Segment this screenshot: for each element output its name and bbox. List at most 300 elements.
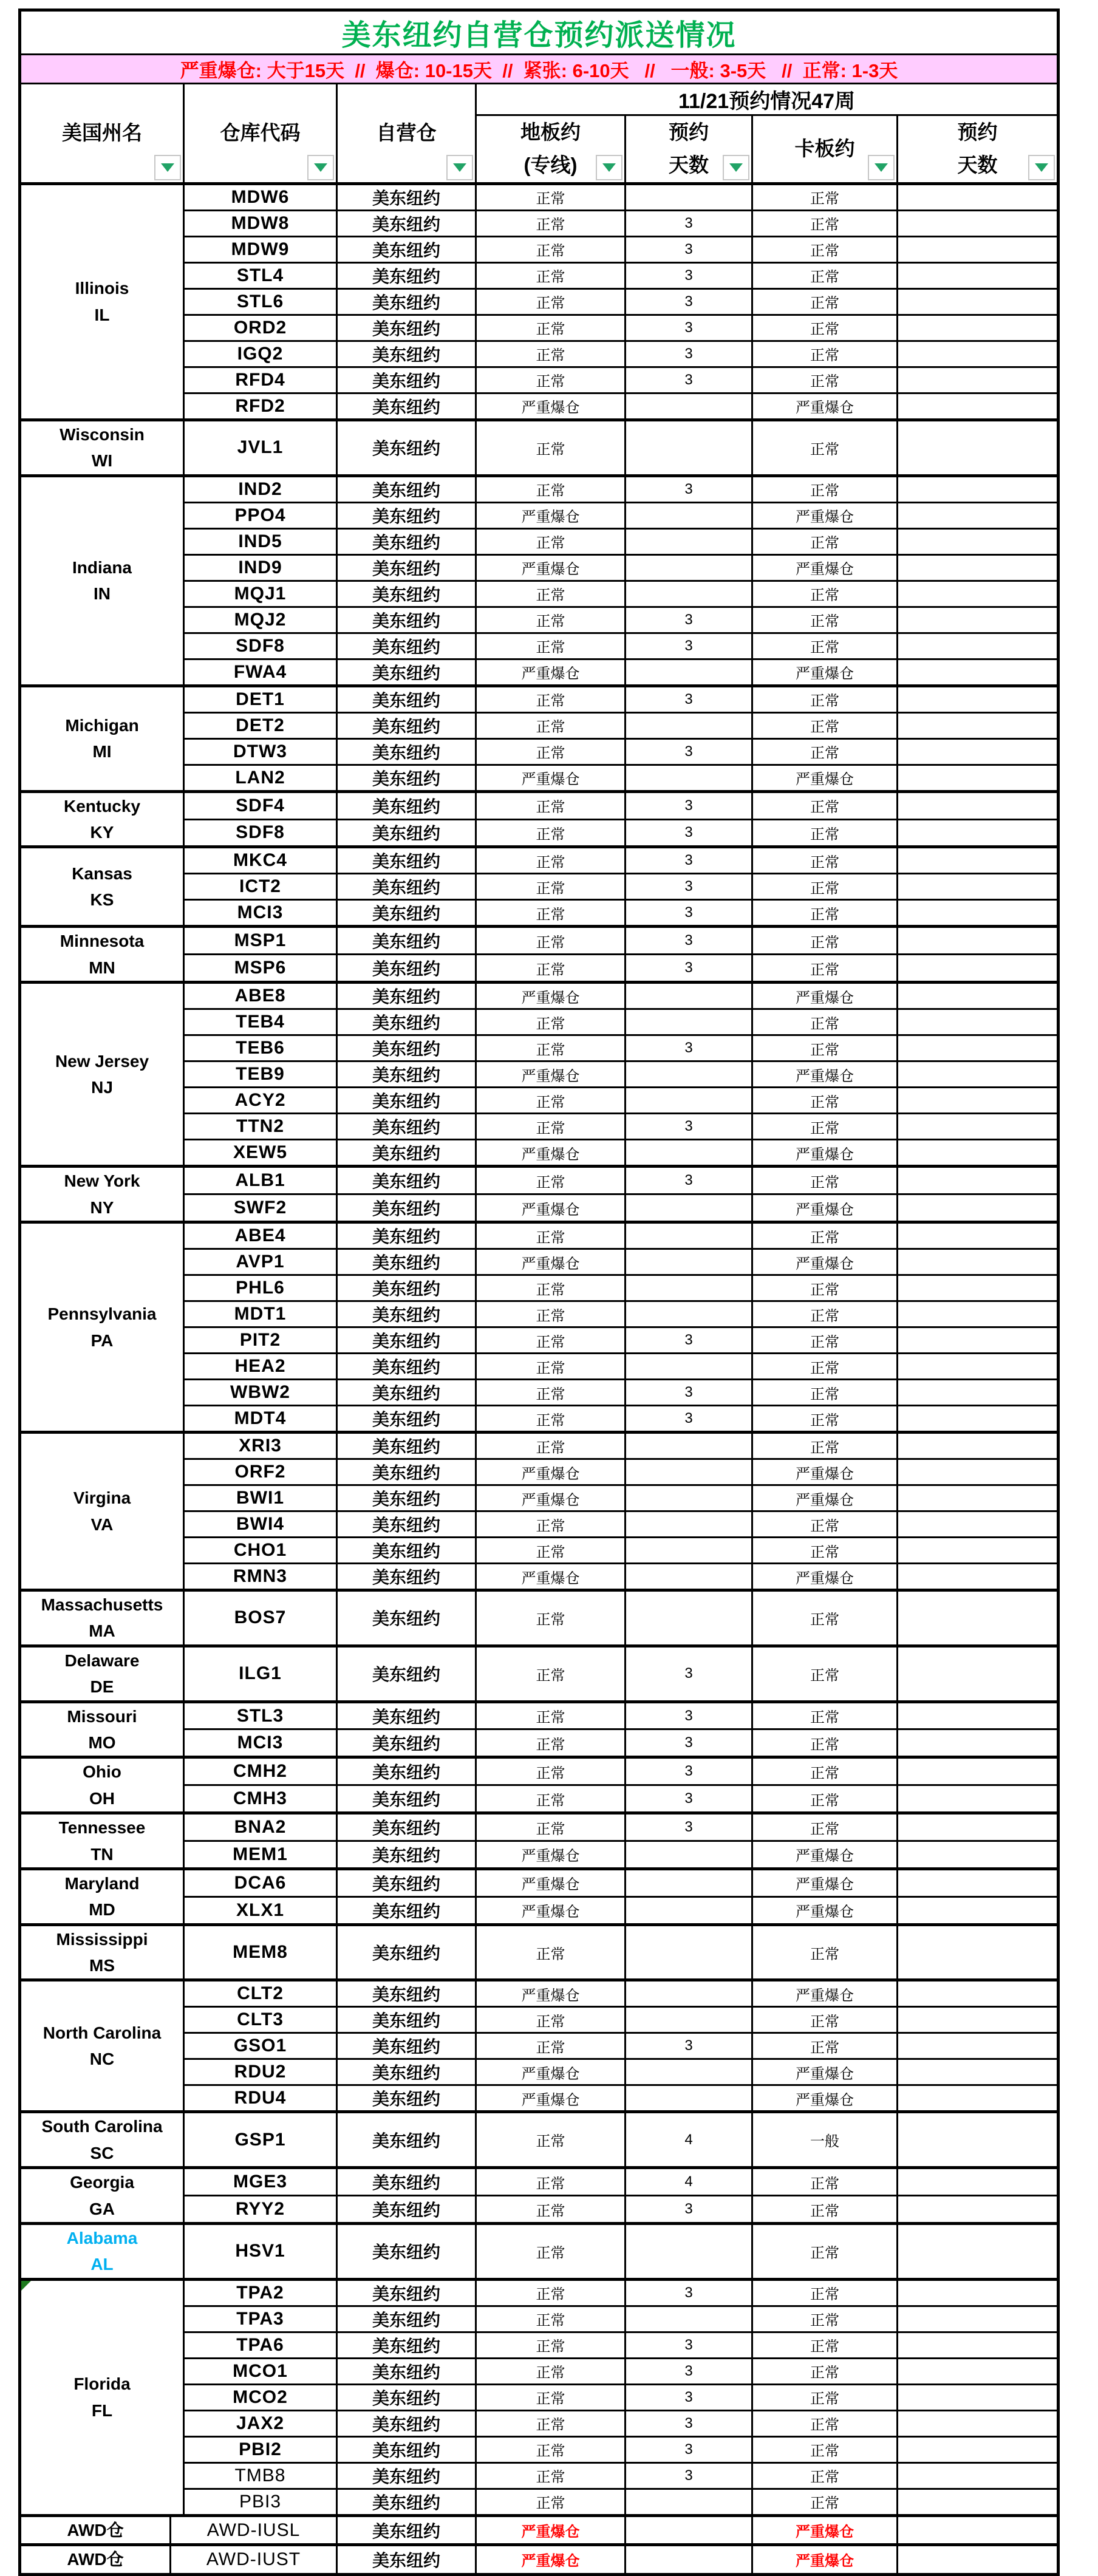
warehouse-code-cell: RFD2 xyxy=(184,393,337,420)
pallet-appointment-days-cell xyxy=(898,1167,1059,1194)
state-name: Mississippi xyxy=(56,1929,148,1949)
table-row xyxy=(20,1813,1059,1841)
floor-appointment-status-cell: 正常 xyxy=(476,2168,626,2196)
floor-appointment-status-cell: 严重爆仓 xyxy=(476,1980,626,2007)
state-cell xyxy=(20,420,184,475)
warehouse-code-cell: ORD2 xyxy=(184,315,337,341)
pallet-appointment-days-cell xyxy=(898,581,1059,607)
warehouse-code-cell: HEA2 xyxy=(184,1354,337,1380)
floor-appointment-days-cell xyxy=(626,2489,752,2515)
floor-appointment-status-cell: 正常 xyxy=(476,1222,626,1249)
pallet-appointment-days-cell xyxy=(898,2306,1059,2332)
table-row xyxy=(20,1980,1059,2007)
operator-warehouse-cell: 美东纽约 xyxy=(337,765,476,791)
operator-warehouse-cell: 美东纽约 xyxy=(337,2436,476,2462)
filter-dropdown-button[interactable] xyxy=(154,155,181,180)
warehouse-code-cell: CLT3 xyxy=(184,2007,337,2033)
warehouse-code-cell: RFD4 xyxy=(184,367,337,393)
state-abbr: MA xyxy=(89,1621,115,1641)
operator-warehouse-cell: 美东纽约 xyxy=(337,2545,476,2574)
warehouse-code-cell: BNA2 xyxy=(184,1813,337,1841)
header-code-column xyxy=(184,84,337,184)
table-row xyxy=(20,1590,1059,1646)
operator-warehouse-cell: 美东纽约 xyxy=(337,2279,476,2306)
table-row xyxy=(20,1757,1059,1785)
pallet-appointment-days-cell xyxy=(898,1785,1059,1813)
filter-dropdown-button[interactable] xyxy=(596,155,622,180)
warehouse-code-cell: IND2 xyxy=(184,475,337,502)
filter-dropdown-button[interactable] xyxy=(723,155,749,180)
warehouse-code-cell: MCI3 xyxy=(184,1729,337,1757)
floor-appointment-status-cell: 正常 xyxy=(476,581,626,607)
operator-warehouse-cell: 美东纽约 xyxy=(337,1869,476,1896)
floor-appointment-days-cell: 4 xyxy=(626,2112,752,2168)
floor-appointment-days-cell xyxy=(626,1564,752,1590)
pallet-appointment-status-cell: 正常 xyxy=(752,2436,898,2462)
operator-warehouse-cell: 美东纽约 xyxy=(337,2033,476,2059)
warehouse-code-cell: DET2 xyxy=(184,712,337,738)
floor-appointment-days-cell: 3 xyxy=(626,2358,752,2384)
operator-warehouse-cell: 美东纽约 xyxy=(337,1140,476,1167)
operator-warehouse-cell: 美东纽约 xyxy=(337,341,476,367)
pallet-appointment-status-cell: 正常 xyxy=(752,1511,898,1538)
floor-appointment-status-cell: 正常 xyxy=(476,288,626,315)
warehouse-code-cell: PHL6 xyxy=(184,1275,337,1301)
floor-appointment-days-cell xyxy=(626,554,752,581)
pallet-appointment-status-cell: 正常 xyxy=(752,2384,898,2410)
state-cell xyxy=(20,1646,184,1702)
floor-appointment-status-cell: 严重爆仓 xyxy=(476,1194,626,1222)
state-name: South Carolina xyxy=(41,2117,163,2136)
floor-appointment-status-cell: 正常 xyxy=(476,791,626,819)
floor-appointment-status-cell: 正常 xyxy=(476,607,626,633)
floor-appointment-status-cell: 正常 xyxy=(476,2196,626,2224)
pallet-appointment-status-cell: 严重爆仓 xyxy=(752,1841,898,1869)
state-abbr: OH xyxy=(89,1788,115,1808)
warehouse-code-cell: TEB6 xyxy=(184,1035,337,1061)
floor-appointment-days-cell: 3 xyxy=(626,927,752,955)
pallet-appointment-days-cell xyxy=(898,2410,1059,2436)
warehouse-code-cell: ORF2 xyxy=(184,1459,337,1485)
pallet-appointment-days-cell xyxy=(898,1702,1059,1729)
state-name: Indiana xyxy=(72,557,132,577)
warehouse-code-cell: MCO2 xyxy=(184,2384,337,2410)
floor-appointment-days-cell xyxy=(626,1896,752,1924)
operator-warehouse-cell: 美东纽约 xyxy=(337,502,476,528)
pallet-appointment-status-cell: 严重爆仓 xyxy=(752,393,898,420)
warehouse-code-cell: BWI4 xyxy=(184,1511,337,1538)
state-name: Pennsylvania xyxy=(47,1304,157,1324)
pallet-appointment-status-cell: 严重爆仓 xyxy=(752,659,898,686)
floor-appointment-days-cell: 3 xyxy=(626,900,752,927)
pallet-appointment-status-cell: 正常 xyxy=(752,1785,898,1813)
operator-warehouse-cell: 美东纽约 xyxy=(337,2410,476,2436)
pallet-appointment-status-cell: 严重爆仓 xyxy=(752,2085,898,2112)
floor-appointment-status-cell: 正常 xyxy=(476,2279,626,2306)
floor-appointment-days-cell xyxy=(626,1538,752,1564)
floor-appointment-status-cell: 正常 xyxy=(476,367,626,393)
warehouse-code-cell: BWI1 xyxy=(184,1485,337,1511)
operator-warehouse-cell: 美东纽约 xyxy=(337,983,476,1009)
pallet-appointment-days-cell xyxy=(898,659,1059,686)
operator-warehouse-cell: 美东纽约 xyxy=(337,847,476,874)
state-name: AWD仓 xyxy=(67,2550,124,2569)
pallet-appointment-days-cell xyxy=(898,367,1059,393)
filter-arrow-icon xyxy=(602,163,616,172)
warehouse-code-cell: RMN3 xyxy=(184,1564,337,1590)
operator-warehouse-cell: 美东纽约 xyxy=(337,1380,476,1406)
pallet-appointment-status-cell: 正常 xyxy=(752,607,898,633)
pallet-appointment-days-cell xyxy=(898,1511,1059,1538)
operator-warehouse-cell: 美东纽约 xyxy=(337,1702,476,1729)
header-days-label-line1: 预约 xyxy=(669,121,709,143)
table-row xyxy=(20,2112,1059,2168)
pallet-appointment-status-cell: 正常 xyxy=(752,819,898,847)
state-abbr: IL xyxy=(94,305,110,324)
pallet-appointment-days-cell xyxy=(898,1035,1059,1061)
floor-appointment-status-cell: 正常 xyxy=(476,738,626,765)
floor-appointment-status-cell: 正常 xyxy=(476,2489,626,2515)
floor-appointment-status-cell: 正常 xyxy=(476,210,626,236)
floor-appointment-status-cell: 正常 xyxy=(476,183,626,210)
state-cell xyxy=(20,183,184,420)
warehouse-code-cell: BOS7 xyxy=(184,1590,337,1646)
operator-warehouse-cell: 美东纽约 xyxy=(337,1222,476,1249)
pallet-appointment-status-cell: 正常 xyxy=(752,791,898,819)
state-name: New York xyxy=(64,1171,140,1191)
floor-appointment-status-cell: 正常 xyxy=(476,2436,626,2462)
warehouse-code-cell: MDW9 xyxy=(184,236,337,262)
page-title: 美东纽约自营仓预约派送情况 xyxy=(20,10,1059,55)
pallet-appointment-status-cell: 正常 xyxy=(752,210,898,236)
warehouse-code-cell: CLT2 xyxy=(184,1980,337,2007)
floor-appointment-status-cell: 正常 xyxy=(476,2462,626,2489)
warehouse-code-cell: SDF4 xyxy=(184,791,337,819)
header-pallet-column xyxy=(752,115,898,184)
state-name: Illinois xyxy=(75,279,129,298)
filter-dropdown-button[interactable] xyxy=(868,155,895,180)
state-cell xyxy=(20,1869,184,1924)
floor-appointment-days-cell: 3 xyxy=(626,367,752,393)
state-cell xyxy=(20,2224,184,2280)
warehouse-code-cell: TEB9 xyxy=(184,1061,337,1088)
pallet-appointment-days-cell xyxy=(898,1590,1059,1646)
pallet-appointment-days-cell xyxy=(898,686,1059,712)
pallet-appointment-status-cell: 正常 xyxy=(752,1222,898,1249)
pallet-appointment-days-cell xyxy=(898,420,1059,475)
warehouse-code-cell: HSV1 xyxy=(184,2224,337,2280)
table-row xyxy=(20,2515,1059,2544)
warehouse-code-cell: TTN2 xyxy=(184,1114,337,1140)
header-floor-label-line2: (专线) xyxy=(523,154,578,177)
state-cell xyxy=(20,927,184,983)
floor-appointment-status-cell: 正常 xyxy=(476,686,626,712)
floor-appointment-status-cell: 正常 xyxy=(476,1327,626,1354)
table-row xyxy=(20,183,1059,210)
operator-warehouse-cell: 美东纽约 xyxy=(337,2168,476,2196)
pallet-appointment-days-cell xyxy=(898,1980,1059,2007)
table-row xyxy=(20,1433,1059,1459)
floor-appointment-days-cell: 3 xyxy=(626,1729,752,1757)
floor-appointment-days-cell: 3 xyxy=(626,2384,752,2410)
floor-appointment-status-cell: 正常 xyxy=(476,1380,626,1406)
floor-appointment-days-cell: 3 xyxy=(626,1813,752,1841)
warehouse-code-cell: SWF2 xyxy=(184,1194,337,1222)
floor-appointment-days-cell xyxy=(626,1869,752,1896)
warehouse-code-cell: TPA2 xyxy=(184,2279,337,2306)
state-name: Georgia xyxy=(70,2173,134,2192)
floor-appointment-days-cell: 3 xyxy=(626,738,752,765)
floor-appointment-status-cell: 严重爆仓 xyxy=(476,1869,626,1896)
operator-warehouse-cell: 美东纽约 xyxy=(337,2358,476,2384)
warehouse-code-cell: SDF8 xyxy=(184,633,337,659)
warehouse-code-cell: TPA6 xyxy=(184,2332,337,2358)
operator-warehouse-cell: 美东纽约 xyxy=(337,1564,476,1590)
floor-appointment-days-cell xyxy=(626,1249,752,1275)
floor-appointment-status-cell: 严重爆仓 xyxy=(476,1140,626,1167)
pallet-appointment-days-cell xyxy=(898,210,1059,236)
state-abbr: VA xyxy=(90,1515,114,1534)
warehouse-code-cell: MQJ1 xyxy=(184,581,337,607)
pallet-appointment-days-cell xyxy=(898,2436,1059,2462)
pallet-appointment-days-cell xyxy=(898,2462,1059,2489)
floor-appointment-status-cell: 正常 xyxy=(476,1646,626,1702)
operator-warehouse-cell: 美东纽约 xyxy=(337,1511,476,1538)
pallet-appointment-status-cell: 严重爆仓 xyxy=(752,2515,898,2544)
pallet-appointment-status-cell: 正常 xyxy=(752,2007,898,2033)
warehouse-code-cell: JAX2 xyxy=(184,2410,337,2436)
spreadsheet-page xyxy=(0,9,1098,2570)
state-abbr: KY xyxy=(90,823,114,842)
state-abbr: MO xyxy=(88,1733,116,1752)
floor-appointment-days-cell xyxy=(626,2515,752,2544)
operator-warehouse-cell: 美东纽约 xyxy=(337,1646,476,1702)
floor-appointment-status-cell: 正常 xyxy=(476,1275,626,1301)
pallet-appointment-days-cell xyxy=(898,1222,1059,1249)
state-cell xyxy=(20,2168,184,2224)
pallet-appointment-status-cell: 正常 xyxy=(752,1924,898,1980)
operator-warehouse-cell: 美东纽约 xyxy=(337,393,476,420)
header-week-title: 11/21预约情况47周 xyxy=(476,84,1059,115)
pallet-appointment-status-cell: 正常 xyxy=(752,955,898,983)
floor-appointment-days-cell: 3 xyxy=(626,2279,752,2306)
operator-warehouse-cell: 美东纽约 xyxy=(337,2489,476,2515)
table-row xyxy=(20,847,1059,874)
warehouse-code-cell: DET1 xyxy=(184,686,337,712)
operator-warehouse-cell: 美东纽约 xyxy=(337,1980,476,2007)
warehouse-code-cell: STL6 xyxy=(184,288,337,315)
state-abbr: MS xyxy=(89,1956,115,1975)
pallet-appointment-days-cell xyxy=(898,983,1059,1009)
pallet-appointment-days-cell xyxy=(898,1380,1059,1406)
pallet-appointment-status-cell: 正常 xyxy=(752,262,898,288)
operator-warehouse-cell: 美东纽约 xyxy=(337,2059,476,2085)
pallet-appointment-status-cell: 严重爆仓 xyxy=(752,765,898,791)
warehouse-code-cell: MQJ2 xyxy=(184,607,337,633)
pallet-appointment-status-cell: 正常 xyxy=(752,236,898,262)
pallet-appointment-status-cell: 正常 xyxy=(752,1275,898,1301)
warehouse-code-cell: FWA4 xyxy=(184,659,337,686)
pallet-appointment-status-cell: 正常 xyxy=(752,2358,898,2384)
operator-warehouse-cell: 美东纽约 xyxy=(337,367,476,393)
warehouse-code-cell: MKC4 xyxy=(184,847,337,874)
state-abbr: IN xyxy=(94,584,111,604)
warehouse-code-cell: RYY2 xyxy=(184,2196,337,2224)
floor-appointment-status-cell: 严重爆仓 xyxy=(476,502,626,528)
warehouse-code-cell: TPA3 xyxy=(184,2306,337,2332)
pallet-appointment-status-cell: 严重爆仓 xyxy=(752,2545,898,2574)
floor-appointment-status-cell: 正常 xyxy=(476,1924,626,1980)
pallet-appointment-status-cell: 正常 xyxy=(752,2279,898,2306)
floor-appointment-days-cell xyxy=(626,2545,752,2574)
pallet-appointment-days-cell xyxy=(898,2384,1059,2410)
pallet-appointment-days-cell xyxy=(898,738,1059,765)
pallet-appointment-days-cell xyxy=(898,2112,1059,2168)
state-name: Maryland xyxy=(64,1873,140,1893)
pallet-appointment-days-cell xyxy=(898,2085,1059,2112)
state-abbr: MI xyxy=(92,742,112,762)
state-cell xyxy=(20,983,184,1167)
floor-appointment-days-cell xyxy=(626,2224,752,2280)
state-cell xyxy=(20,2545,171,2574)
warehouse-code-cell: IND9 xyxy=(184,554,337,581)
warehouse-code-cell: MEM1 xyxy=(184,1841,337,1869)
pallet-appointment-days-cell xyxy=(898,2332,1059,2358)
floor-appointment-status-cell: 严重爆仓 xyxy=(476,554,626,581)
pallet-appointment-days-cell xyxy=(898,393,1059,420)
state-cell xyxy=(20,475,184,686)
state-cell xyxy=(20,847,184,927)
pallet-appointment-status-cell: 严重爆仓 xyxy=(752,1980,898,2007)
floor-appointment-status-cell: 严重爆仓 xyxy=(476,765,626,791)
pallet-appointment-days-cell xyxy=(898,1275,1059,1301)
floor-appointment-days-cell xyxy=(626,1841,752,1869)
pallet-appointment-status-cell: 正常 xyxy=(752,1757,898,1785)
pallet-appointment-days-cell xyxy=(898,1301,1059,1327)
pallet-appointment-status-cell: 严重爆仓 xyxy=(752,1564,898,1590)
operator-warehouse-cell: 美东纽约 xyxy=(337,2515,476,2544)
floor-appointment-days-cell xyxy=(626,1222,752,1249)
operator-warehouse-cell: 美东纽约 xyxy=(337,1061,476,1088)
filter-dropdown-button[interactable] xyxy=(446,155,473,180)
pallet-appointment-days-cell xyxy=(898,819,1059,847)
pallet-appointment-days-cell xyxy=(898,1114,1059,1140)
floor-appointment-status-cell: 正常 xyxy=(476,633,626,659)
floor-appointment-days-cell xyxy=(626,2306,752,2332)
warehouse-code-cell: MSP6 xyxy=(184,955,337,983)
state-name: Kentucky xyxy=(63,796,141,816)
pallet-appointment-status-cell: 正常 xyxy=(752,288,898,315)
table-row xyxy=(20,1646,1059,1702)
pallet-appointment-status-cell: 正常 xyxy=(752,1114,898,1140)
table-row xyxy=(20,2279,1059,2306)
floor-appointment-status-cell: 严重爆仓 xyxy=(476,983,626,1009)
pallet-appointment-days-cell xyxy=(898,1009,1059,1035)
table-row xyxy=(20,420,1059,475)
floor-appointment-status-cell: 正常 xyxy=(476,927,626,955)
floor-appointment-days-cell xyxy=(626,581,752,607)
warehouse-code-cell: GSP1 xyxy=(184,2112,337,2168)
floor-appointment-days-cell xyxy=(626,393,752,420)
pallet-appointment-days-cell xyxy=(898,1194,1059,1222)
warehouse-code-cell: RDU4 xyxy=(184,2085,337,2112)
operator-warehouse-cell: 美东纽约 xyxy=(337,927,476,955)
floor-appointment-status-cell: 正常 xyxy=(476,955,626,983)
state-abbr: MD xyxy=(89,1900,115,1920)
pallet-appointment-status-cell: 一般 xyxy=(752,2112,898,2168)
floor-appointment-status-cell: 正常 xyxy=(476,1590,626,1646)
warehouse-code-cell: RDU2 xyxy=(184,2059,337,2085)
operator-warehouse-cell: 美东纽约 xyxy=(337,900,476,927)
filter-dropdown-button[interactable] xyxy=(307,155,334,180)
floor-appointment-days-cell xyxy=(626,712,752,738)
warehouse-code-cell: AWD-IUST xyxy=(171,2545,337,2574)
floor-appointment-days-cell: 3 xyxy=(626,1646,752,1702)
state-abbr: SC xyxy=(90,2143,114,2162)
pallet-appointment-days-cell xyxy=(898,2196,1059,2224)
floor-appointment-days-cell: 3 xyxy=(626,791,752,819)
warehouse-code-cell: PIT2 xyxy=(184,1327,337,1354)
pallet-appointment-status-cell: 正常 xyxy=(752,1406,898,1433)
floor-appointment-status-cell: 正常 xyxy=(476,1088,626,1114)
operator-warehouse-cell: 美东纽约 xyxy=(337,315,476,341)
pallet-appointment-status-cell: 严重爆仓 xyxy=(752,1896,898,1924)
pallet-appointment-status-cell: 正常 xyxy=(752,1590,898,1646)
floor-appointment-status-cell: 正常 xyxy=(476,1009,626,1035)
state-name: Virgina xyxy=(73,1488,131,1508)
state-name: Florida xyxy=(73,2374,131,2394)
warehouse-code-cell: GSO1 xyxy=(184,2033,337,2059)
pallet-appointment-days-cell xyxy=(898,2545,1059,2574)
pallet-appointment-days-cell xyxy=(898,2515,1059,2544)
floor-appointment-status-cell: 正常 xyxy=(476,341,626,367)
pallet-appointment-status-cell: 正常 xyxy=(752,1301,898,1327)
floor-appointment-status-cell: 严重爆仓 xyxy=(476,2545,626,2574)
warehouse-code-cell: CHO1 xyxy=(184,1538,337,1564)
floor-appointment-days-cell xyxy=(626,1485,752,1511)
pallet-appointment-status-cell: 正常 xyxy=(752,2196,898,2224)
state-abbr: WI xyxy=(91,451,113,471)
floor-appointment-days-cell xyxy=(626,1433,752,1459)
floor-appointment-status-cell: 正常 xyxy=(476,2358,626,2384)
floor-appointment-days-cell xyxy=(626,1980,752,2007)
filter-dropdown-button[interactable] xyxy=(1028,155,1055,180)
pallet-appointment-days-cell xyxy=(898,288,1059,315)
operator-warehouse-cell: 美东纽约 xyxy=(337,1813,476,1841)
pallet-appointment-status-cell: 正常 xyxy=(752,2462,898,2489)
header-pallet-days-column xyxy=(898,115,1059,184)
floor-appointment-status-cell: 正常 xyxy=(476,420,626,475)
operator-warehouse-cell: 美东纽约 xyxy=(337,1275,476,1301)
operator-warehouse-cell: 美东纽约 xyxy=(337,1035,476,1061)
warehouse-code-cell: XRI3 xyxy=(184,1433,337,1459)
table-row xyxy=(20,2224,1059,2280)
operator-warehouse-cell: 美东纽约 xyxy=(337,236,476,262)
floor-appointment-days-cell: 3 xyxy=(626,341,752,367)
warehouse-code-cell: MGE3 xyxy=(184,2168,337,2196)
pallet-appointment-status-cell: 正常 xyxy=(752,633,898,659)
warehouse-code-cell: ICT2 xyxy=(184,874,337,900)
pallet-appointment-status-cell: 正常 xyxy=(752,874,898,900)
floor-appointment-status-cell: 正常 xyxy=(476,1538,626,1564)
warehouse-code-cell: AWD-IUSL xyxy=(171,2515,337,2544)
operator-warehouse-cell: 美东纽约 xyxy=(337,288,476,315)
operator-warehouse-cell: 美东纽约 xyxy=(337,2306,476,2332)
floor-appointment-days-cell xyxy=(626,1459,752,1485)
pallet-appointment-days-cell xyxy=(898,554,1059,581)
floor-appointment-days-cell xyxy=(626,2007,752,2033)
operator-warehouse-cell: 美东纽约 xyxy=(337,633,476,659)
